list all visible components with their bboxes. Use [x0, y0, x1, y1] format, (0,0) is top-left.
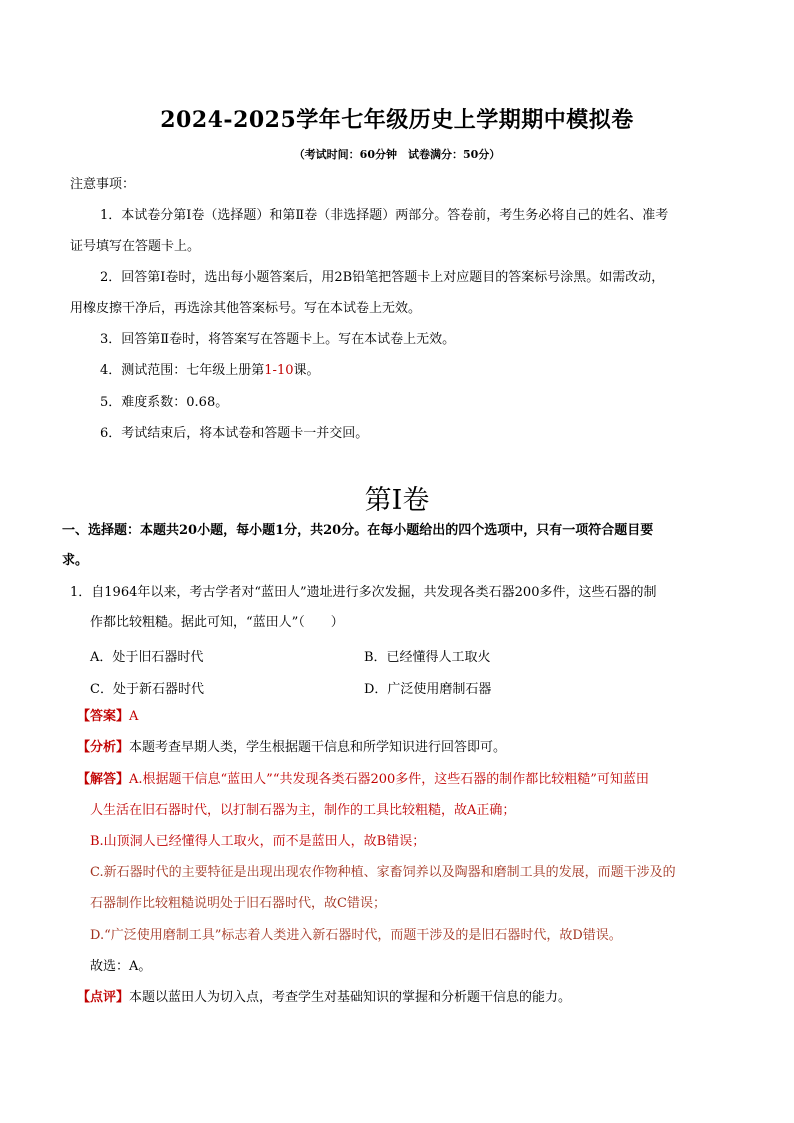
note-item-2b: 用橡皮擦干净后，再选涂其他答案标号。写在本试卷上无效。: [70, 301, 422, 316]
answer-line: [77, 708, 138, 726]
solution-text-b: 人生活在旧石器时代，以打制石器为主，制作的工具比较粗糙，故A正确；: [90, 803, 516, 818]
section-intro-b: 求。: [62, 553, 89, 568]
answer-value: A: [129, 709, 139, 724]
note-item-4-range: 1-10: [264, 363, 294, 378]
section-intro-a: 一、选择题：本题共20小题，每小题1分，共20分。在每小题给出的四个选项中，只有一项符合题目要: [62, 523, 654, 538]
comment-line: [77, 989, 571, 1007]
note-item-3: 3．回答第Ⅱ卷时，将答案写在答题卡上。写在本试卷上无效。: [100, 332, 456, 347]
note-item-1a: 1．本试卷分第Ⅰ卷（选择题）和第Ⅱ卷（非选择题）两部分。答卷前，考生务必将自己的姓名、准考: [100, 208, 669, 223]
option-a: A．处于旧石器时代: [90, 650, 204, 665]
choose-line: 故选：A。: [90, 959, 152, 974]
solution-text-d2: 石器制作比较粗糙说明处于旧石器时代，故C错误；: [90, 896, 386, 911]
option-b: B．已经懂得人工取火: [364, 650, 491, 665]
note-item-2a: 2．回答第Ⅰ卷时，选出每小题答案后，用2B铅笔把答题卡上对应题目的答案标号涂黑。如需改动，: [100, 270, 665, 285]
comment-tag: 【点评】: [77, 990, 130, 1005]
analysis-line: [77, 739, 506, 757]
note-item-1b: 证号填写在答题卡上。: [70, 239, 201, 254]
question1-stem-a: 1．自1964年以来，考古学者对“蓝田人”遗址进行多次发掘，共发现各类石器200多件，这些石器的制: [70, 585, 657, 600]
option-d: D．广泛使用磨制石器: [364, 682, 492, 697]
note-item-4-post: 课。: [293, 363, 320, 378]
notes-heading: 注意事项：: [70, 177, 136, 192]
solution-tag: 【解答】: [77, 772, 130, 787]
solution-line-a: [77, 771, 649, 789]
page-title: 2024-2025学年七年级历史上学期期中模拟卷: [160, 107, 634, 133]
analysis-text: 本题考查早期人类，学生根据题干信息和所学知识进行回答即可。: [129, 740, 507, 755]
page-subtitle: （考试时间：60分钟 试卷满分：50分）: [293, 148, 501, 161]
note-item-4: [100, 362, 320, 380]
solution-text-e: D.“广泛使用磨制工具”标志着人类进入新石器时代，而题干涉及的是旧石器时代，故D错误。: [90, 928, 622, 943]
solution-text-d1: C.新石器时代的主要特征是出现出现农作物种植、家畜饲养以及陶器和磨制工具的发展，而题干涉及的: [90, 865, 676, 880]
section-title: 第Ⅰ卷: [364, 485, 430, 516]
question1-stem-b: 作都比较粗糙。据此可知，“蓝田人”（ ）: [90, 615, 344, 630]
comment-text: 本题以蓝田人为切入点，考查学生对基础知识的掌握和分析题干信息的能力。: [129, 990, 572, 1005]
analysis-tag: 【分析】: [77, 740, 130, 755]
note-item-5: 5．难度系数：0.68。: [100, 395, 229, 410]
note-item-6: 6．考试结束后，将本试卷和答题卡一并交回。: [100, 426, 369, 441]
solution-text-a: A.根据题干信息“蓝田人”“共发现各类石器200多件，这些石器的制作都比较粗糙”可知蓝田: [129, 772, 649, 787]
option-c: C．处于新石器时代: [90, 682, 204, 697]
note-item-4-pre: 4．测试范围：七年级上册第: [100, 363, 265, 378]
answer-tag: 【答案】: [77, 709, 130, 724]
solution-text-c: B.山顶洞人已经懂得人工取火，而不是蓝田人，故B错误；: [90, 834, 426, 849]
